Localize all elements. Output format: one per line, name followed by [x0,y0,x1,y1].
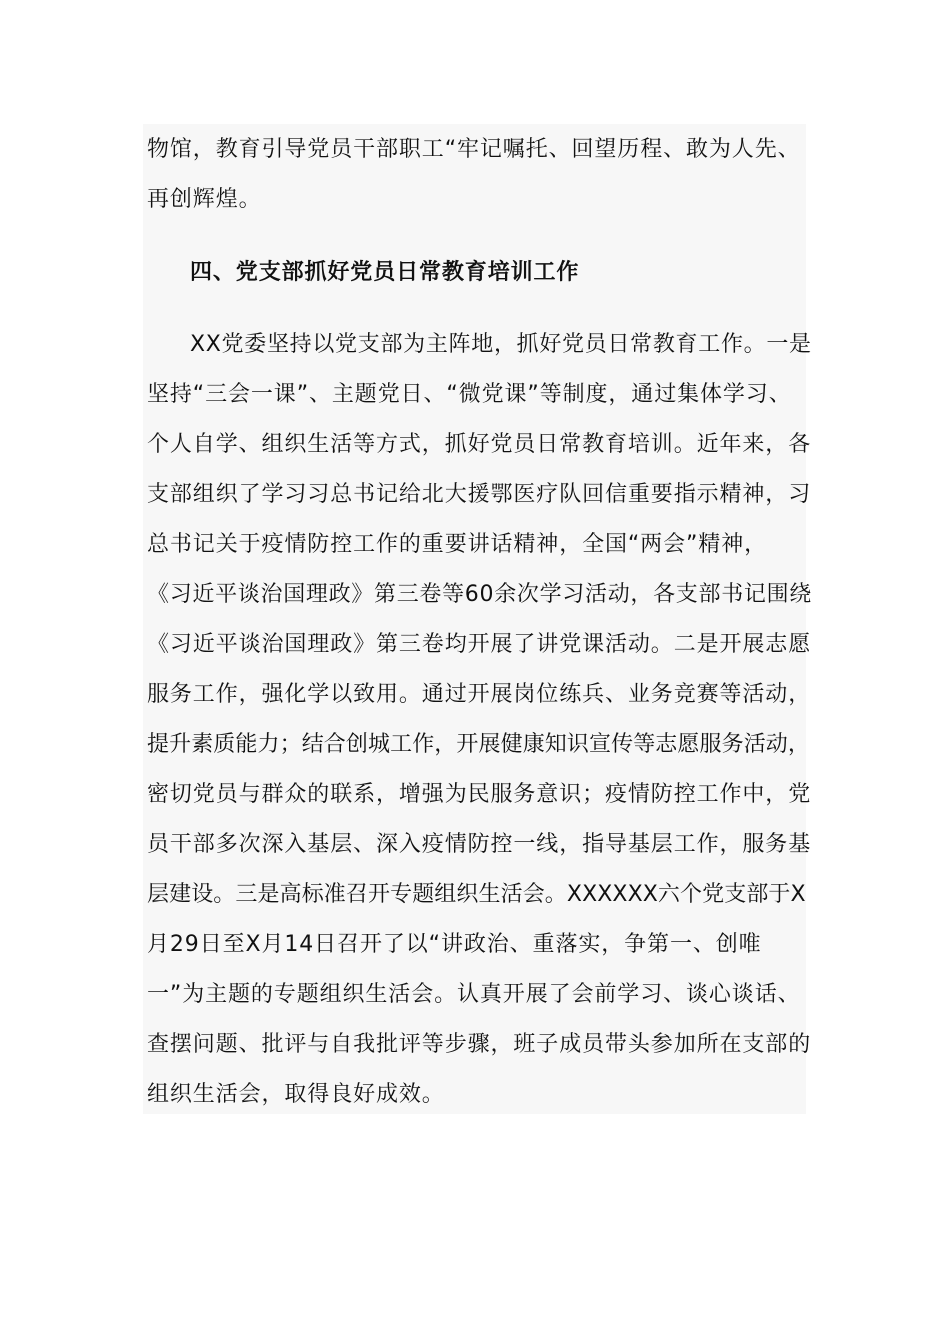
text-line: 个人自学、组织生活等方式，抓好党员日常教育培训。近年来，各 [147,432,812,457]
paragraph-first-line: XX党委坚持以党支部为主阵地，抓好党员日常教育工作。一是 [190,332,812,357]
text-line: 再创辉煌。 [147,187,262,212]
text-line: 服务工作，强化学以致用。通过开展岗位练兵、业务竞赛等活动， [147,682,812,707]
text-line: 支部组织了学习习总书记给北大援鄂医疗队回信重要指示精神，习 [147,482,812,507]
text-line: 层建设。三是高标准召开专题组织生活会。XXXXXX六个党支部于X [147,882,806,907]
text-line: 物馆，教育引导党员干部职工“牢记嘱托、回望历程、敢为人先、 [147,137,801,162]
text-line: 提升素质能力；结合创城工作，开展健康知识宣传等志愿服务活动， [147,732,811,757]
text-line: 查摆问题、批评与自我批评等步骤，班子成员带头参加所在支部的 [147,1032,812,1057]
text-line: 密切党员与群众的联系，增强为民服务意识；疫情防控工作中，党 [147,782,812,807]
text-line: 月29日至X月14日召开了以“讲政治、重落实，争第一、创唯 [147,932,762,957]
text-line: 《习近平谈治国理政》第三卷等60余次学习活动，各支部书记围绕 [147,582,812,607]
text-line: 《习近平谈治国理政》第三卷均开展了讲党课活动。二是开展志愿 [147,632,812,657]
section-heading: 四、党支部抓好党员日常教育培训工作 [190,260,580,285]
text-line: 组织生活会，取得良好成效。 [147,1082,445,1107]
text-line: 坚持“三会一课”、主题党日、“微党课”等制度，通过集体学习、 [147,382,792,407]
text-line: 员干部多次深入基层、深入疫情防控一线，指导基层工作，服务基 [147,832,812,857]
text-line: 总书记关于疫情防控工作的重要讲话精神，全国“两会”精神， [147,532,767,557]
text-line: 一”为主题的专题组织生活会。认真开展了会前学习、谈心谈话、 [147,982,801,1007]
